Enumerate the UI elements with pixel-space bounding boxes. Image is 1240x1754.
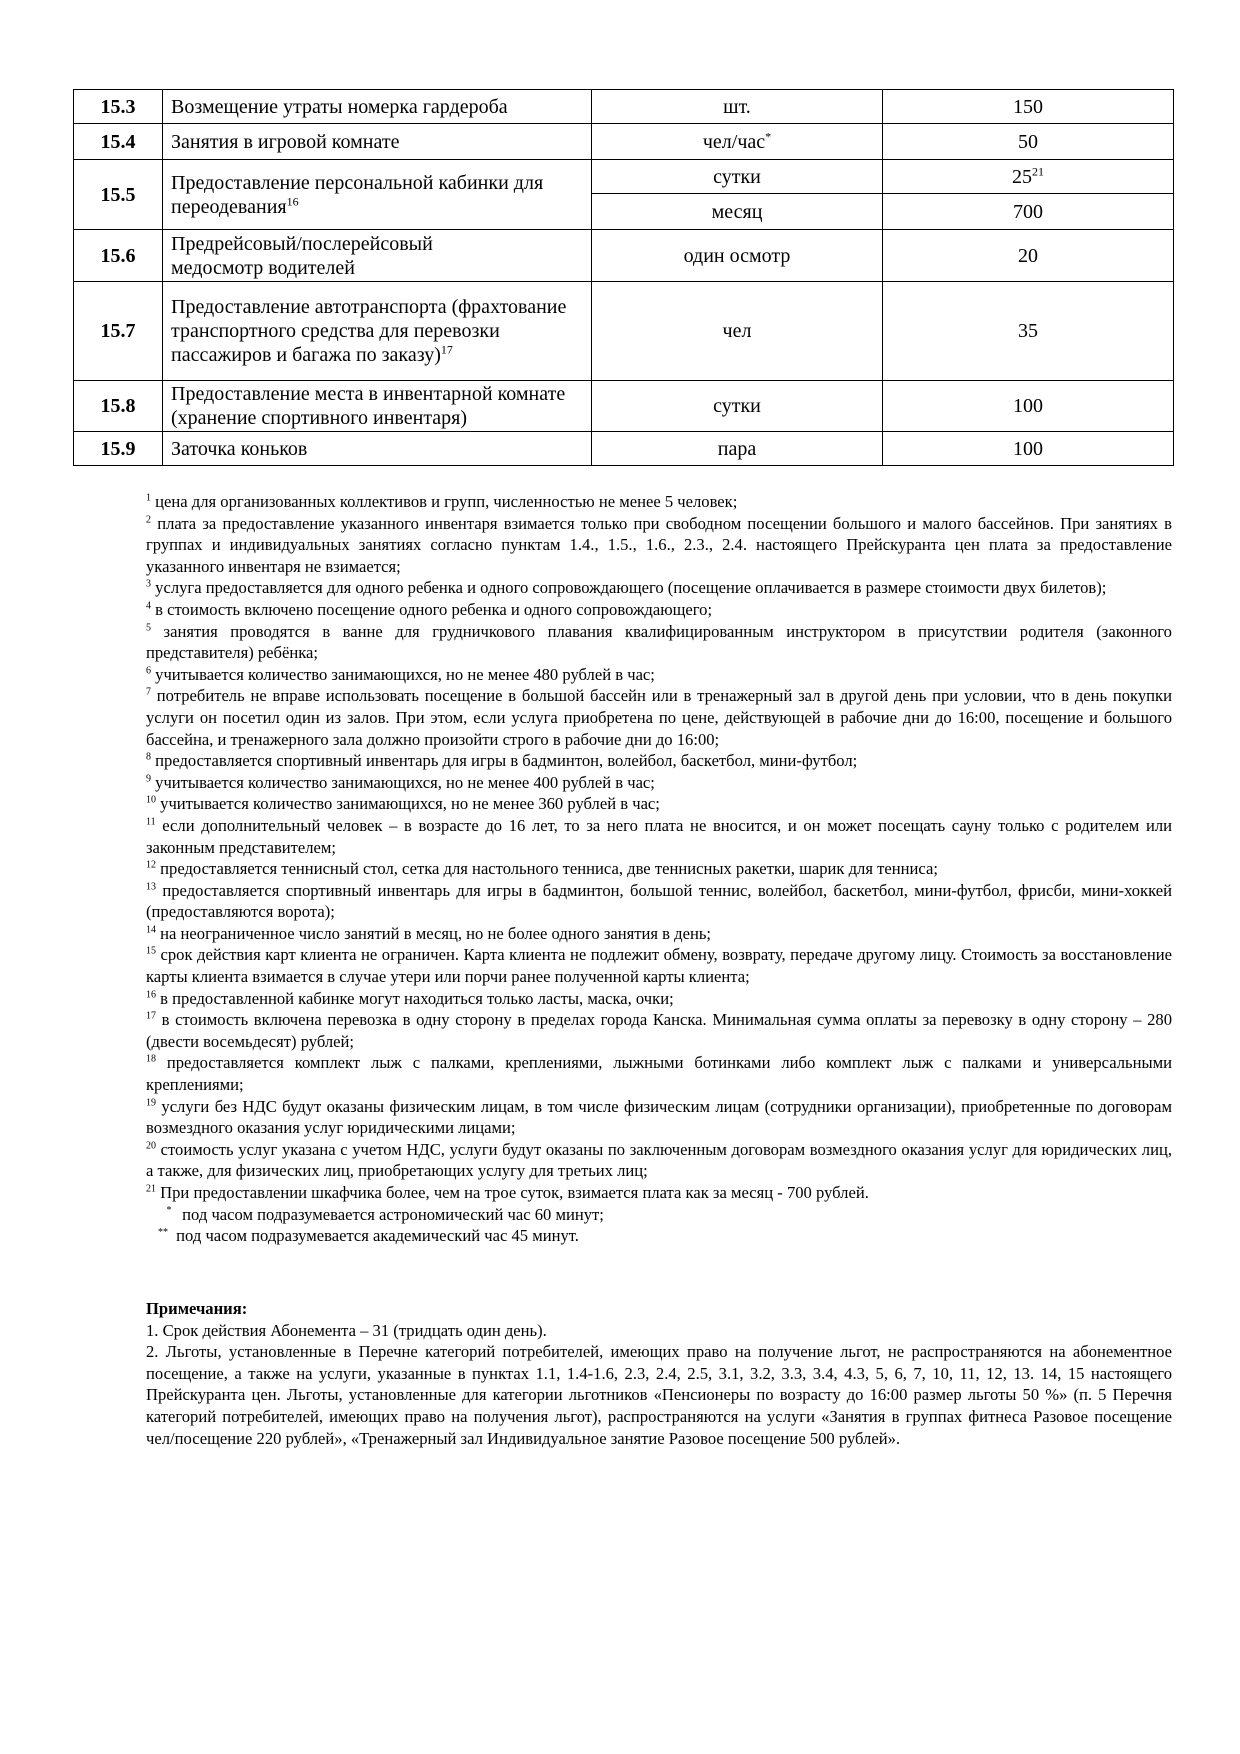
footnote-number: 9 [146, 773, 151, 785]
footnote-number: 2 [146, 514, 151, 526]
service-name: Заточка коньков [163, 432, 592, 466]
footnote [146, 923, 1172, 945]
footnote-number: 13 [146, 881, 156, 893]
footnote-text: под часом подразумевается академический час 45 минут. [176, 1226, 579, 1246]
table-row [74, 432, 1174, 466]
row-number: 15.8 [74, 381, 163, 432]
footnote [146, 988, 1172, 1010]
footnote [146, 621, 1172, 664]
footnote-number: 20 [146, 1140, 156, 1152]
footnote-text: услуга предоставляется для одного ребенка и одного сопровождающего (посещение оплачивается в размере стоимости двух билетов); [155, 578, 1107, 598]
row-number: 15.3 [74, 90, 163, 124]
footnote [146, 1052, 1172, 1095]
footnote-text: плата за предоставление указанного инвентаря взимается только при свободном посещении большого и малого бассейнов. При занятиях в группах и индивидуальных занятиях согласно пунктам 1.4., 1.5., 1.6., 2.3., 2.4. настоящего Прейскуранта цен плата за предоставление указанного инвентаря не взимается; [146, 513, 1172, 576]
footnote-number: 15 [146, 945, 156, 957]
footnote [146, 793, 1172, 815]
footnote [146, 880, 1172, 923]
table-row [74, 381, 1174, 432]
notes-title: Примечания: [146, 1299, 248, 1318]
price: 700 [883, 194, 1174, 230]
note-item: 1. Срок действия Абонемента – 31 (тридцать один день). [146, 1320, 547, 1340]
price: 20 [883, 230, 1174, 282]
table-row [74, 90, 1174, 124]
footnote [146, 944, 1172, 987]
footnote [146, 1139, 1172, 1182]
footnote [146, 491, 1172, 513]
footnote-text: учитывается количество занимающихся, но не менее 480 рублей в час; [155, 664, 655, 684]
footnote-number: 17 [146, 1010, 156, 1022]
footnote [146, 664, 1172, 686]
footnote-number: 16 [146, 989, 156, 1001]
footnote [146, 858, 1172, 880]
unit: сутки [592, 160, 883, 194]
unit-mark: * [765, 128, 772, 143]
footnote-number: 21 [146, 1183, 156, 1195]
footnote-text: предоставляется комплект лыж с палками, креплениями, лыжными ботинками либо комплект лыж с палками и универсальными креплениями; [146, 1053, 1172, 1095]
footnote [146, 685, 1172, 750]
price: 35 [883, 282, 1174, 381]
footnote-text: занятия проводятся в ванне для грудничкового плавания квалифицированным инструктором в присутствии родителя (законного представителя) ребёнка; [146, 621, 1172, 663]
footnote-mark: 21 [1032, 163, 1044, 178]
price-text: 25 [1012, 165, 1032, 188]
unit: сутки [592, 381, 883, 432]
note-item: 2. Льготы, установленные в Перечне категорий потребителей, имеющих право на получение льгот, не распространяются на абонементное посещение, а также на услуги, указанные в пунктах 1.1, 1.4-1.6, 2.3, 2.4, 2.5, 3.1, 3.2, 3.3, 3.4, 4.3, 5, 6, 7, 10, 11, 12, 13. 14, 15 настоящего Прейскуранта цен. Льготы, установленные для категории льготников «Пенсионеры по возрасту до 16:00 размер льготы 50 %» (п. 5 Перечня категорий потребителей, имеющих право на получения льгот), распространяются на услуги «Занятия в группах фитнеса Разовое посещение чел/посещение 220 рублей», «Тренажерный зал Индивидуальное занятие Разовое посещение 500 рублей». [146, 1342, 1172, 1448]
unit: шт. [592, 90, 883, 124]
service-name-text: Предоставление персональной кабинки для переодевания [171, 171, 544, 218]
unit-text: чел/час [702, 130, 766, 153]
footnote-text: предоставляется спортивный инвентарь для игры в бадминтон, волейбол, баскетбол, мини-футбол; [155, 751, 858, 771]
price: 150 [883, 90, 1174, 124]
footnote-text: под часом подразумевается астрономический час 60 минут; [182, 1204, 604, 1224]
service-name [163, 230, 592, 282]
service-name [163, 160, 592, 230]
unit [592, 124, 883, 160]
footnote-text: предоставляется теннисный стол, сетка для настольного тенниса, две теннисных ракетки, шарик для тенниса; [160, 859, 938, 879]
table-row [74, 230, 1174, 282]
footnote-number: 5 [146, 622, 151, 634]
unit: чел [592, 282, 883, 381]
footnote [146, 772, 1172, 794]
unit: один осмотр [592, 230, 883, 282]
footnote-number: 11 [146, 816, 156, 828]
service-name [163, 282, 592, 381]
footnotes [146, 491, 1172, 1247]
footnote [146, 1096, 1172, 1139]
service-name: Предоставление места в инвентарной комнате (хранение спортивного инвентаря) [163, 381, 592, 432]
price-table [73, 89, 1174, 466]
service-name-text: Предоставление автотранспорта (фрахтование транспортного средства для перевозки пассажиров и багажа по заказу) [171, 296, 567, 366]
footnote-number: 8 [146, 751, 151, 763]
footnote-number: 14 [146, 924, 156, 936]
footnote-number: 6 [146, 665, 151, 677]
footnote [146, 1009, 1172, 1052]
unit: пара [592, 432, 883, 466]
star-footnote: ** под часом подразумевается академический час 45 минут. [158, 1226, 579, 1246]
row-number: 15.7 [74, 282, 163, 381]
service-name-line: медосмотр водителей [171, 256, 355, 279]
footnote [146, 577, 1172, 599]
footnote-text: в стоимость включено посещение одного ребенка и одного сопровождающего; [155, 599, 713, 619]
table-row [74, 282, 1174, 381]
footnote-mark: 16 [286, 193, 299, 208]
footnote-text: услуги без НДС будут оказаны физическим лицам, в том числе физическим лицам (сотрудники организации), приобретенные по договорам возмездного оказания услуг юридическими лицами; [146, 1096, 1172, 1138]
table-row [74, 124, 1174, 160]
notes-section [146, 1298, 1172, 1449]
footnote [146, 750, 1172, 772]
price: 100 [883, 381, 1174, 432]
footnote-text: срок действия карт клиента не ограничен. Карта клиента не подлежит обмену, возврату, передаче другому лицу. Стоимость за восстановление карты клиента взимается в случае утери или порчи ранее полученной карты клиента; [146, 945, 1172, 987]
footnote-text: в предоставленной кабинке могут находиться только ласты, маска, очки; [160, 988, 674, 1008]
table-row [74, 160, 1174, 194]
footnote-mark: 17 [440, 342, 453, 357]
price [883, 160, 1174, 194]
service-name-line: Предрейсовый/послерейсовый [171, 232, 433, 255]
footnote-number: 3 [146, 578, 151, 590]
footnote-text: если дополнительный человек – в возрасте до 16 лет, то за него плата не вносится, и он может посещать сауну только с родителем или законным представителем; [146, 815, 1172, 857]
footnote-text: цена для организованных коллективов и групп, численностью не менее 5 человек; [155, 492, 738, 511]
footnote-text: стоимость услуг указана с учетом НДС, услуги будут оказаны по заключенным договорам возмездного оказания услуг для юридических лиц, а также, для физических лиц, приобретающих услугу для третьих лиц; [146, 1139, 1172, 1181]
row-number: 15.5 [74, 160, 163, 230]
unit: месяц [592, 194, 883, 230]
footnote [146, 1182, 1172, 1204]
footnote-number: 19 [146, 1097, 156, 1109]
footnote [146, 513, 1172, 578]
footnote [146, 815, 1172, 858]
footnote-text: в стоимость включена перевозка в одну сторону в пределах города Канска. Минимальная сумма оплаты за перевозку в одну сторону – 280 (двести восемьдесят) рублей; [146, 1010, 1172, 1051]
footnote-number: 18 [146, 1053, 156, 1065]
footnote-text: на неограниченное число занятий в месяц, но не более одного занятия в день; [160, 923, 712, 943]
row-number: 15.4 [74, 124, 163, 160]
row-number: 15.6 [74, 230, 163, 282]
footnote-number: 1 [146, 492, 151, 504]
service-name: Возмещение утраты номерка гардероба [163, 90, 592, 124]
footnote [146, 599, 1172, 621]
footnote-number: 7 [146, 686, 151, 698]
service-name: Занятия в игровой комнате [163, 124, 592, 160]
star-footnote: * под часом подразумевается астрономический час 60 минут; [166, 1204, 604, 1224]
footnote-text: учитывается количество занимающихся, но не менее 360 рублей в час; [160, 794, 660, 814]
price: 50 [883, 124, 1174, 160]
row-number: 15.9 [74, 432, 163, 466]
footnote-number: 10 [146, 794, 156, 806]
footnote-text: учитывается количество занимающихся, но не менее 400 рублей в час; [155, 772, 655, 792]
footnote-text: предоставляется спортивный инвентарь для игры в бадминтон, большой теннис, волейбол, баскетбол, мини-футбол, фрисби, мини-хоккей (предоставляются ворота); [146, 880, 1173, 922]
footnote-number: 4 [146, 600, 151, 612]
footnote-number: 12 [146, 859, 156, 871]
footnote-text: При предоставлении шкафчика более, чем на трое суток, взимается плата как за месяц - 700 рублей. [160, 1183, 869, 1202]
footnote-text: потребитель не вправе использовать посещение в большой бассейн или в тренажерный зал в другой день при условии, что в день покупки услуги он посетил один из залов. При этом, если услуга приобретена по цене, действующей в рабочие дни до 16:00, посещение и большого бассейна, и тренажерного зала должно произойти строго в рабочие дни до 16:00; [146, 686, 1172, 749]
price: 100 [883, 432, 1174, 466]
